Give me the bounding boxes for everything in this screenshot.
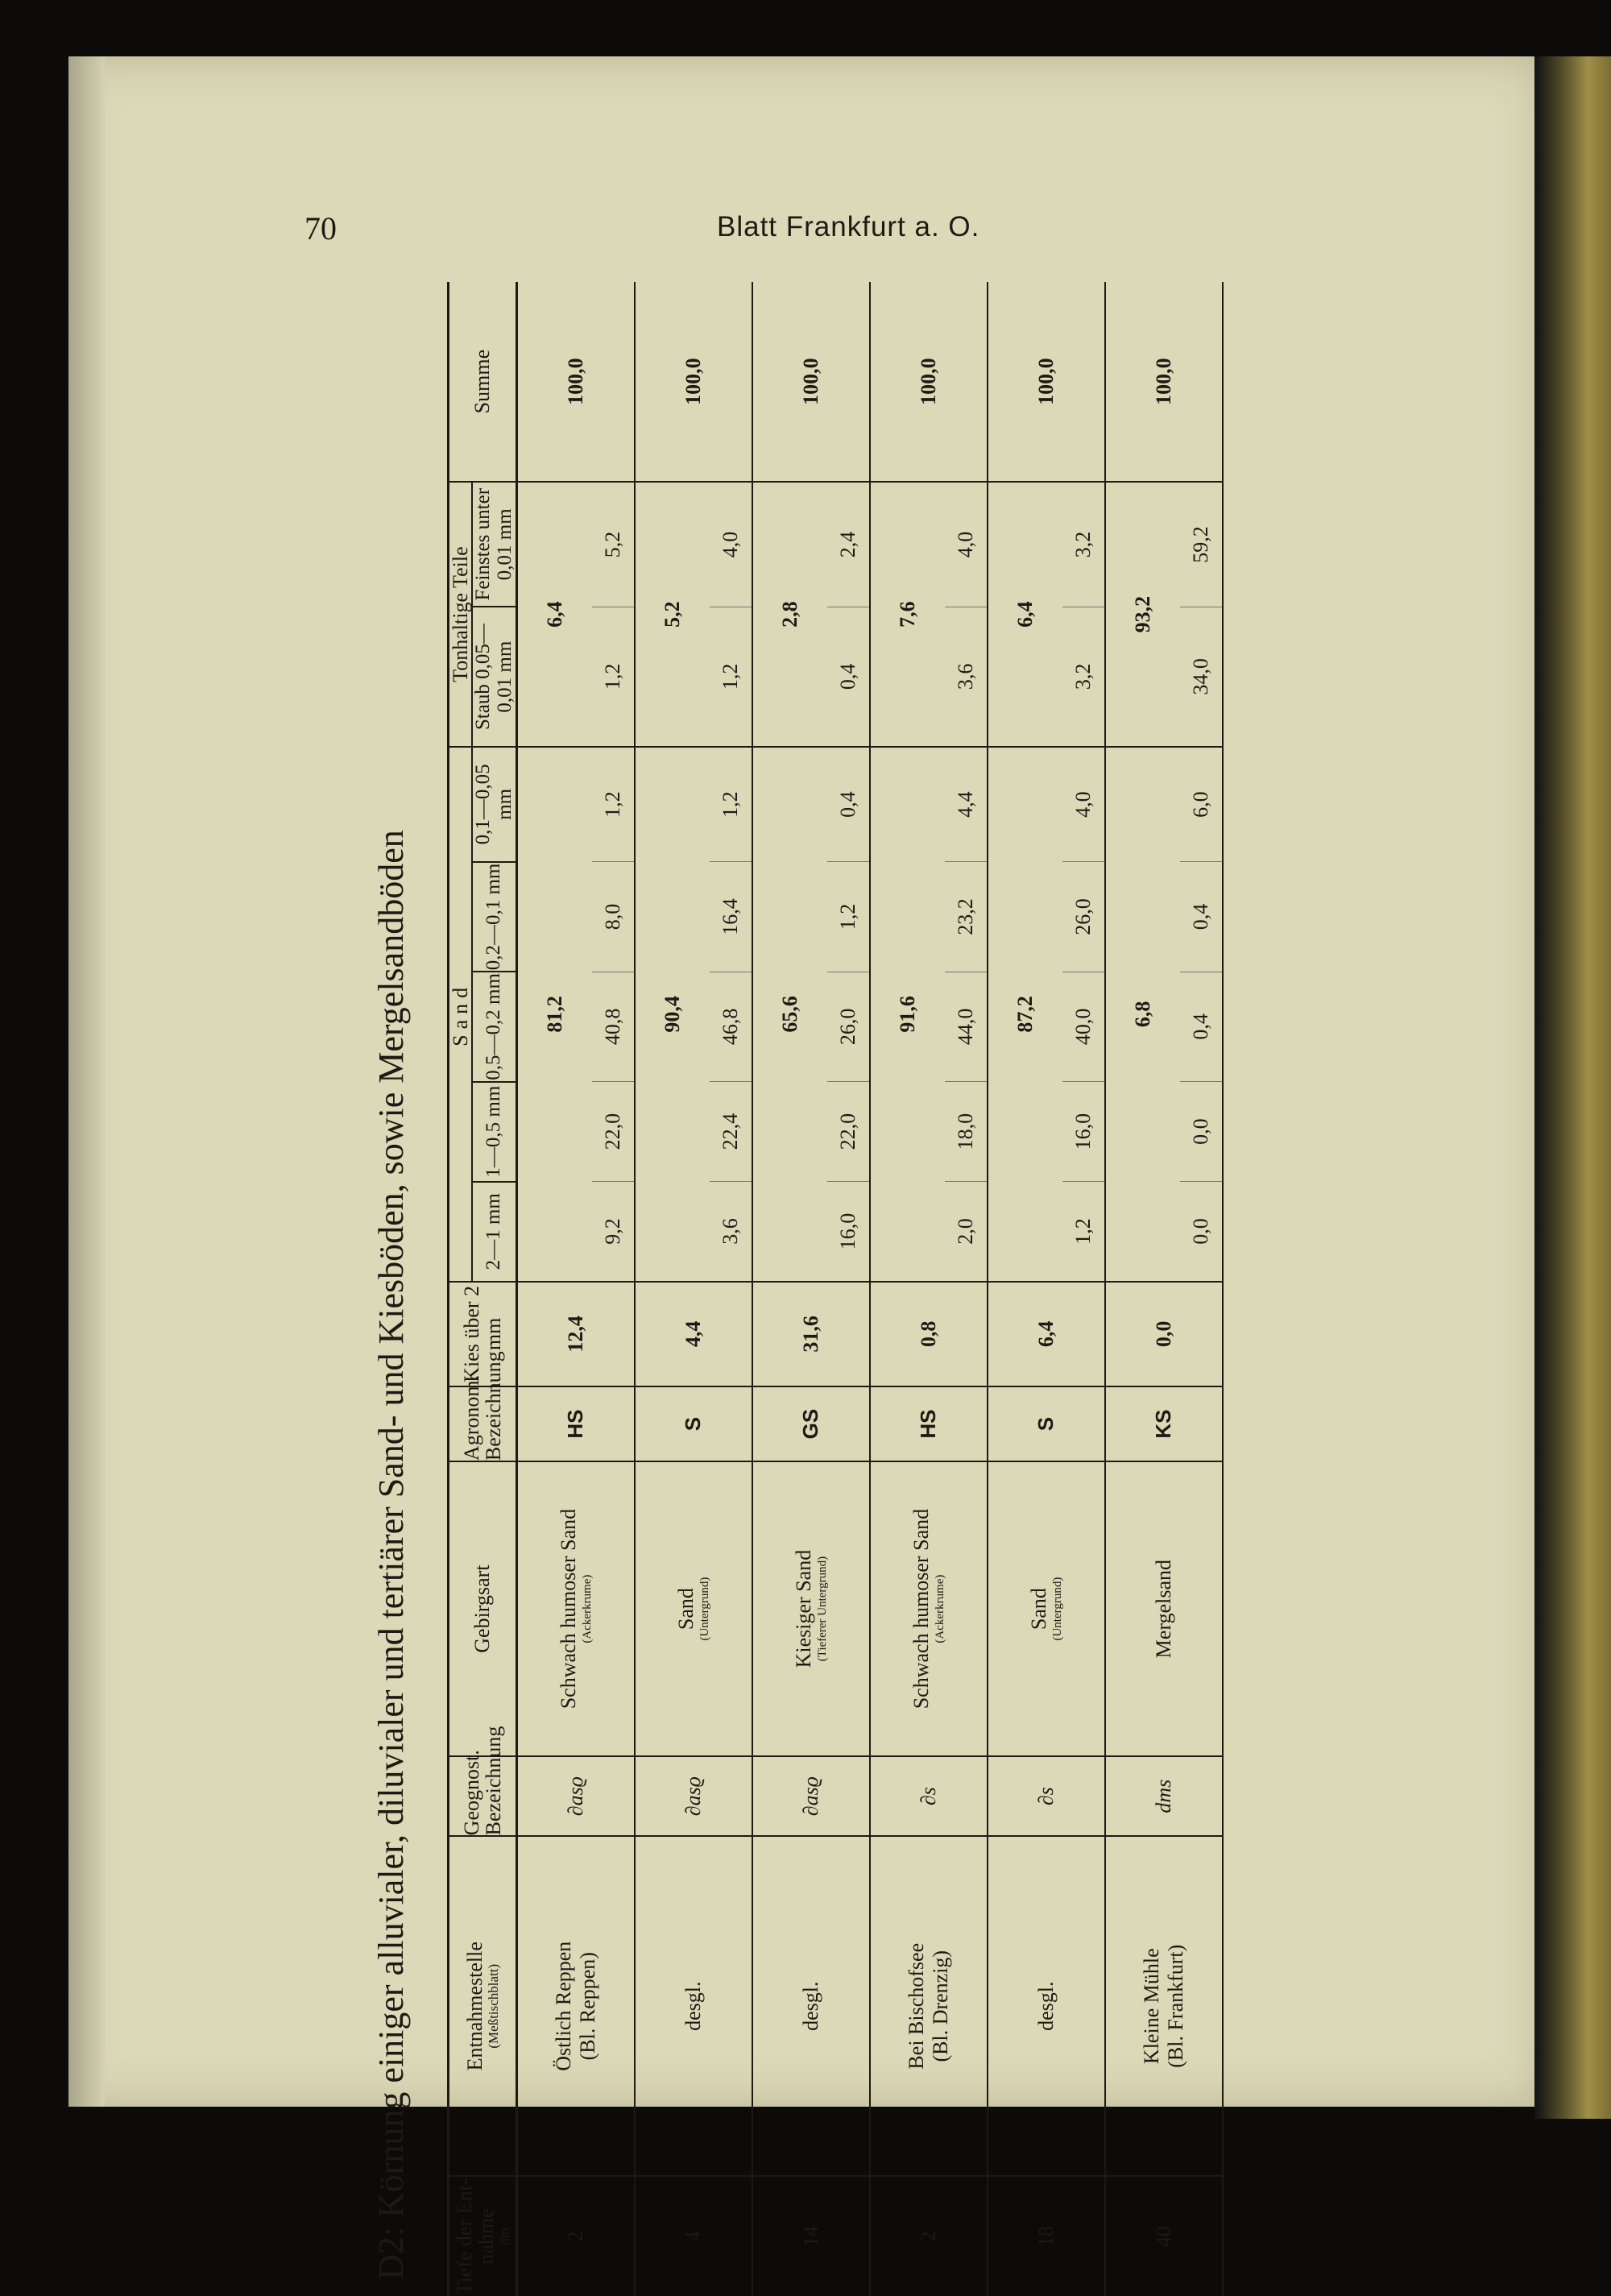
cell-geognost: ∂asϱ [516,1756,635,1836]
header-ton-fraction: Feinstes unter 0,01 mm [472,482,516,607]
cell-ton-fraction: 3,6 [945,607,988,747]
cell-entnahmestelle-name: desgl. [1033,1981,1058,2031]
cell-ton-fraction: 59,2 [1180,482,1223,607]
cell-sand-fraction: 3,6 [710,1182,752,1282]
header-sand-fraction: 1—0,5 mm [472,1082,516,1182]
cell-sand-fraction: 18,0 [945,1082,988,1182]
header-agronom: Agronom. Bezeichnung [449,1386,517,1461]
cell-geognost: ∂asϱ [752,1756,870,1836]
cell-gebirgsart [752,1461,870,1756]
header-kies: Kies über 2 mm [449,1282,517,1386]
cell-sand-fraction: 26,0 [1062,862,1105,972]
header-geognost: Geognost. Bezeichnung [449,1756,517,1836]
cell-sand-fraction: 16,4 [710,862,752,972]
cell-sand-fraction: 22,4 [710,1082,752,1182]
cell-sand-fraction: 4,0 [1062,747,1105,862]
cell-sand-fraction: 4,4 [945,747,988,862]
cell-sand-fraction: 16,0 [1062,1082,1105,1182]
facing-page-edge [1534,56,1611,2119]
cell-summe: 100,0 [870,282,988,482]
cell-agronom: KS [1105,1386,1223,1461]
cell-entnahmestelle-name: Kleine Mühle [1139,1948,1163,2065]
cell-ton-fraction: 3,2 [1062,482,1105,607]
cell-gebirgsart-sub: (Tieferer Untergrund) [816,1556,830,1662]
cell-gebirgsart-name: Kiesiger Sand [792,1549,816,1668]
header-ton-fraction: Staub 0,05—0,01 mm [472,607,516,747]
cell-ton-fraction: 4,0 [945,482,988,607]
cell-gebirgsart [988,1461,1105,1756]
sample-row [1105,282,1180,2296]
cell-tiefe: 2 [870,2176,988,2296]
cell-kies: 12,4 [516,1282,635,1386]
cell-entnahmestelle [635,1836,752,2176]
cell-tiefe: 14 [752,2176,870,2296]
header-sand-fraction: 0,5—0,2 mm [472,972,516,1081]
header-summe: Summe [449,282,517,482]
sample-row [516,282,592,2296]
cell-sand-fraction: 22,0 [592,1082,635,1182]
cell-sand-fraction: 26,0 [827,972,870,1081]
cell-sand-fraction: 1,2 [1062,1182,1105,1282]
header-tiefe-label: Tiefe der Ent-nahme [452,2178,498,2295]
cell-sand-total: 87,2 [988,747,1062,1282]
cell-tiefe: 2 [516,2176,635,2296]
cell-entnahmestelle-name: Östlich Reppen [551,1941,575,2071]
cell-gebirgsart [516,1461,635,1756]
cell-entnahmestelle-sheet: (Bl. Frankfurt) [1163,1944,1187,2068]
cell-sand-fraction: 16,0 [827,1182,870,1282]
cell-entnahmestelle [752,1836,870,2176]
sample-row [988,282,1062,2296]
cell-ton-total: 5,2 [635,482,710,747]
cell-kies: 31,6 [752,1282,870,1386]
header-tiefe [449,2176,517,2296]
cell-ton-fraction: 4,0 [710,482,752,607]
cell-sand-fraction: 0,4 [827,747,870,862]
cell-entnahmestelle-name: Bei Bischofsee [904,1942,928,2070]
cell-sand-total: 81,2 [516,747,592,1282]
cell-summe: 100,0 [988,282,1105,482]
cell-sand-total: 90,4 [635,747,710,1282]
running-head: Blatt Frankfurt a. O. [717,211,980,242]
cell-sand-fraction: 0,0 [1180,1182,1223,1282]
cell-entnahmestelle [988,1836,1105,2176]
cell-sand-fraction: 1,2 [592,747,635,862]
cell-geognost: ∂s [870,1756,988,1836]
cell-gebirgsart-name: Mergelsand [1151,1559,1175,1659]
cell-agronom: S [988,1386,1105,1461]
cell-gebirgsart [870,1461,988,1756]
cell-geognost: dms [1105,1756,1223,1836]
cell-entnahmestelle [870,1836,988,2176]
cell-tiefe: 4 [635,2176,752,2296]
rotated-table-block [371,282,1313,2296]
page-number: 70 [304,210,337,247]
cell-summe: 100,0 [516,282,635,482]
sample-row [752,282,827,2296]
cell-sand-fraction: 1,2 [827,862,870,972]
cell-gebirgsart-sub: (Untergrund) [1051,1577,1065,1641]
cell-agronom: HS [870,1386,988,1461]
cell-summe: 100,0 [752,282,870,482]
cell-ton-total: 6,4 [988,482,1062,747]
cell-agronom: HS [516,1386,635,1461]
header-sand: Sand [449,747,473,1282]
header-sand-fraction: 0,2—0,1 mm [472,862,516,972]
header-gebirgsart: Gebirgsart [449,1461,517,1756]
header-sand-fraction: 0,1—0,05 mm [472,747,516,862]
cell-ton-fraction: 1,2 [710,607,752,747]
cell-ton-fraction: 0,4 [827,607,870,747]
table-title: D2: Körnung einiger alluvialer, diluvialer und tertiärer Sand- und Kiesböden, sowie Mergelsandböden [371,830,411,2280]
cell-sand-fraction: 46,8 [710,972,752,1081]
cell-geognost: ∂s [988,1756,1105,1836]
cell-agronom: GS [752,1386,870,1461]
cell-gebirgsart-name: Schwach humoser Sand [909,1508,934,1710]
sample-row [870,282,945,2296]
cell-sand-fraction: 0,4 [1180,972,1223,1081]
cell-gebirgsart-sub: (Untergrund) [698,1577,712,1641]
cell-ton-fraction: 1,2 [592,607,635,747]
cell-gebirgsart-name: Sand [674,1588,698,1631]
cell-gebirgsart-name: Sand [1027,1588,1051,1631]
cell-sand-fraction: 0,4 [1180,862,1223,972]
sample-row [635,282,710,2296]
cell-ton-total: 6,4 [516,482,592,747]
header-entnahmestelle [449,1836,517,2176]
cell-entnahmestelle [516,1836,635,2176]
cell-entnahmestelle-sheet: (Bl. Reppen) [575,1952,599,2061]
cell-ton-total: 7,6 [870,482,945,747]
cell-sand-fraction: 40,8 [592,972,635,1081]
cell-gebirgsart [1105,1461,1223,1756]
cell-ton-fraction: 3,2 [1062,607,1105,747]
cell-entnahmestelle-name: desgl. [798,1981,822,2031]
cell-sand-fraction: 22,0 [827,1082,870,1182]
grain-size-table [447,282,1224,2296]
cell-sand-fraction: 0,0 [1180,1082,1223,1182]
cell-ton-fraction: 5,2 [592,482,635,607]
cell-gebirgsart-name: Schwach humoser Sand [557,1508,581,1710]
cell-tiefe: 40 [1105,2176,1223,2296]
cell-sand-fraction: 40,0 [1062,972,1105,1081]
cell-entnahmestelle-sheet: (Bl. Drenzig) [928,1950,952,2062]
header-sand-fraction: 2—1 mm [472,1182,516,1282]
cell-summe: 100,0 [1105,282,1223,482]
header-entnahmestelle-label: Entnahmestelle [463,1942,487,2071]
cell-geognost: ∂asϱ [635,1756,752,1836]
header-tiefe-unit: dm [496,2228,512,2245]
table-body [516,282,1223,2296]
cell-gebirgsart-sub: (Ackerkrume) [934,1574,947,1643]
cell-sand-fraction: 6,0 [1180,747,1223,862]
cell-ton-total: 93,2 [1105,482,1180,747]
cell-sand-total: 65,6 [752,747,827,1282]
cell-entnahmestelle-name: desgl. [681,1981,705,2031]
cell-sand-fraction: 2,0 [945,1182,988,1282]
cell-sand-fraction: 9,2 [592,1182,635,1282]
header-entnahmestelle-sub: (Meßtischblatt) [485,1963,501,2049]
cell-ton-total: 2,8 [752,482,827,747]
cell-sand-total: 6,8 [1105,747,1180,1282]
cell-ton-fraction: 34,0 [1180,607,1223,747]
header-ton: Tonhaltige Teile [449,482,473,747]
cell-kies: 4,4 [635,1282,752,1386]
page-binding-edge [68,56,105,2107]
cell-kies: 6,4 [988,1282,1105,1386]
cell-summe: 100,0 [635,282,752,482]
cell-gebirgsart [635,1461,752,1756]
cell-sand-fraction: 23,2 [945,862,988,972]
cell-sand-fraction: 1,2 [710,747,752,862]
cell-gebirgsart-sub: (Ackerkrume) [581,1574,594,1643]
cell-agronom: S [635,1386,752,1461]
cell-tiefe: 18 [988,2176,1105,2296]
cell-ton-fraction: 2,4 [827,482,870,607]
cell-sand-fraction: 44,0 [945,972,988,1081]
cell-sand-fraction: 8,0 [592,862,635,972]
cell-kies: 0,8 [870,1282,988,1386]
cell-kies: 0,0 [1105,1282,1223,1386]
cell-entnahmestelle [1105,1836,1223,2176]
cell-sand-total: 91,6 [870,747,945,1282]
